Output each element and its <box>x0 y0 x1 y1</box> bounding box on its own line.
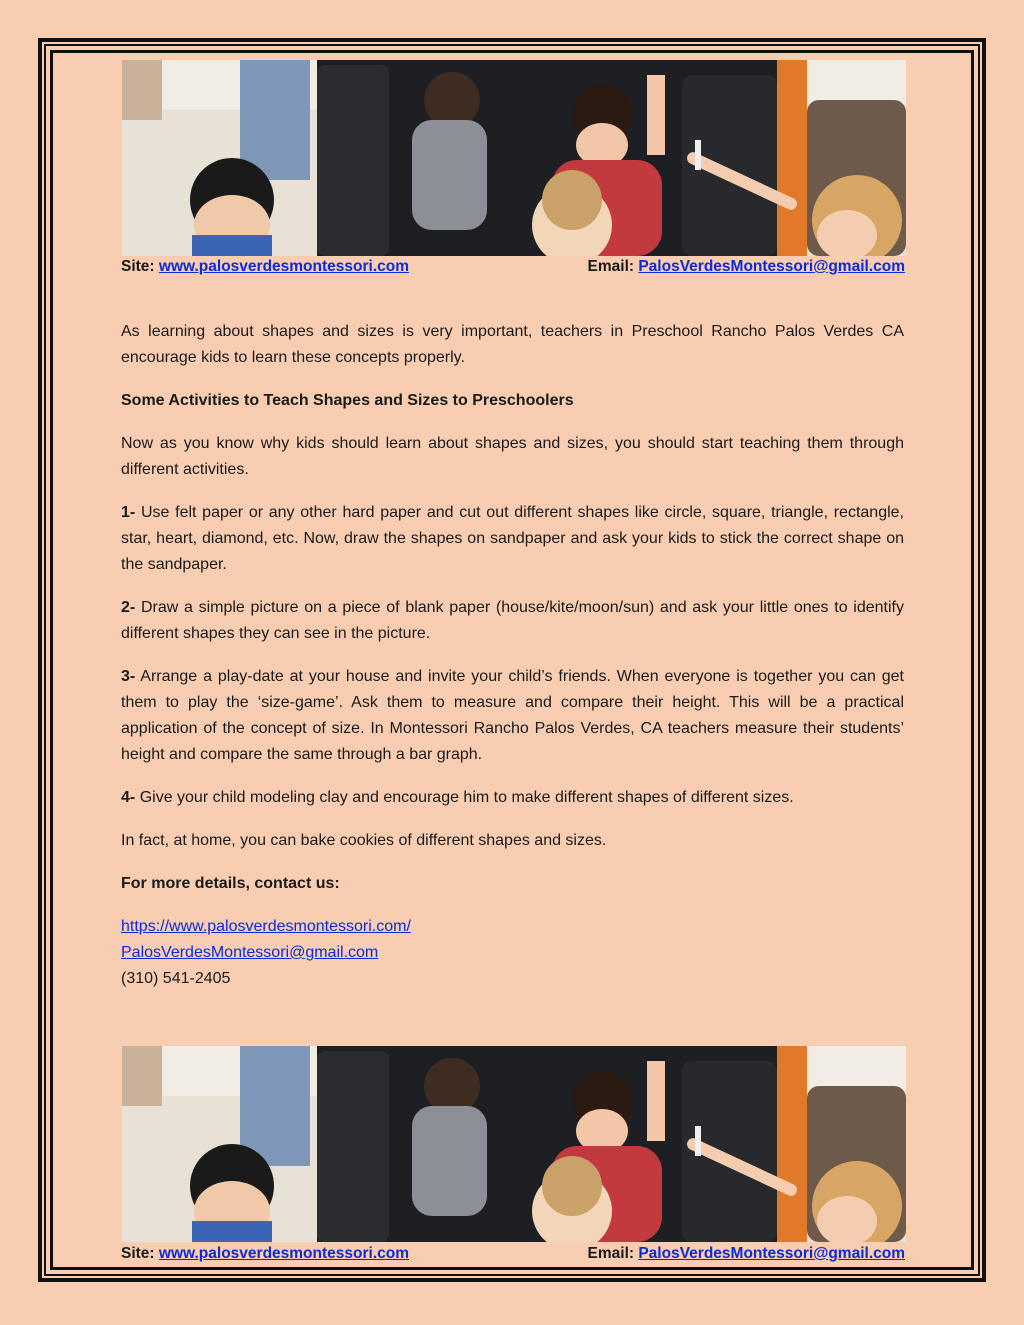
contact-phone: (310) 541-2405 <box>121 970 231 987</box>
header-site-label: Site: <box>121 258 155 275</box>
article-body <box>121 319 904 992</box>
intro-paragraph: As learning about shapes and sizes is very important, teachers in Preschool Rancho Palos Verdes CA encourage kids to learn these concepts properly. <box>121 323 904 366</box>
activity-number: 2- <box>121 599 136 616</box>
header-photo <box>122 60 906 256</box>
lead-paragraph: Now as you know why kids should learn about shapes and sizes, you should start teaching them through different activities. <box>121 435 904 478</box>
activity-number: 1- <box>121 504 136 521</box>
section-heading: Some Activities to Teach Shapes and Sizes to Preschoolers <box>121 392 574 409</box>
footer-site-label: Site: <box>121 1245 155 1262</box>
activity-text: Use felt paper or any other hard paper and cut out different shapes like circle, square, triangle, rectangle, star, heart, diamond, etc. Now, draw the shapes on sandpaper and ask your kids to stick the correct shape on the sandpaper. <box>121 504 904 573</box>
footer-email <box>588 1243 905 1265</box>
activity-item-2 <box>121 595 904 647</box>
activity-text: Draw a simple picture on a piece of blank paper (house/kite/moon/sun) and ask your little ones to identify different shapes they can see in the picture. <box>121 599 904 642</box>
activity-text: Arrange a play-date at your house and invite your child’s friends. When everyone is together you can get them to play the ‘size-game’. Ask them to measure and compare their height. This will be a practical application of the concept of size. In Montessori Rancho Palos Verdes, CA teachers measure their students’ height and compare the same through a bar graph. <box>121 668 904 763</box>
activity-item-3 <box>121 664 904 768</box>
activity-item-1 <box>121 500 904 578</box>
activity-number: 3- <box>121 668 136 685</box>
activity-item-4 <box>121 785 904 811</box>
footer-email-link[interactable]: PalosVerdesMontessori@gmail.com <box>638 1245 905 1262</box>
footer-photo <box>122 1046 906 1242</box>
contact-heading: For more details, contact us: <box>121 875 340 892</box>
contact-email-link[interactable]: PalosVerdesMontessori@gmail.com <box>121 944 379 961</box>
header-site <box>121 256 409 278</box>
closing-paragraph: In fact, at home, you can bake cookies of different shapes and sizes. <box>121 832 607 849</box>
header-email-link[interactable]: PalosVerdesMontessori@gmail.com <box>638 258 905 275</box>
header-site-link[interactable]: www.palosverdesmontessori.com <box>158 258 409 275</box>
header-email-label: Email: <box>587 258 635 275</box>
footer-email-label: Email: <box>587 1245 635 1262</box>
header-email <box>588 256 905 278</box>
footer-site <box>121 1243 409 1265</box>
footer-site-link[interactable]: www.palosverdesmontessori.com <box>158 1245 409 1262</box>
header-contact-bar <box>121 256 905 278</box>
footer-contact-bar <box>121 1243 905 1265</box>
contact-url-link[interactable]: https://www.palosverdesmontessori.com/ <box>121 918 411 935</box>
contact-block <box>121 914 904 992</box>
activity-text: Give your child modeling clay and encourage him to make different shapes of different sizes. <box>139 789 794 806</box>
activity-number: 4- <box>121 789 136 806</box>
